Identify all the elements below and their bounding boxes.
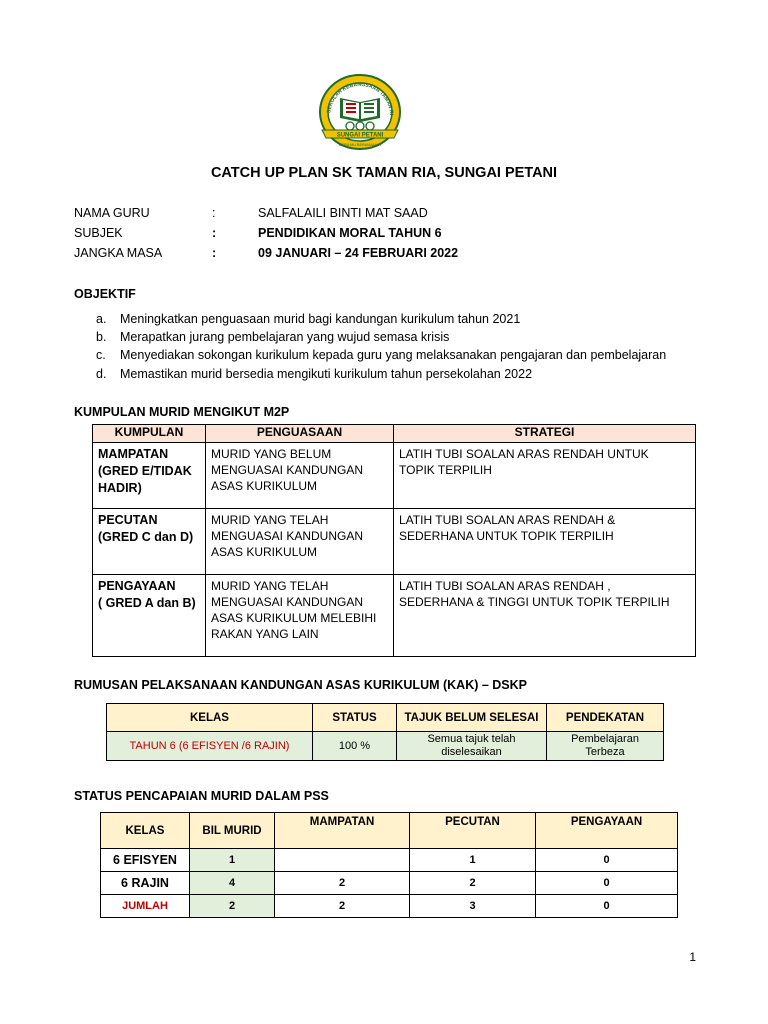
cell-line: TOPIK TERPILIH bbox=[399, 463, 492, 477]
cell-line: MURID YANG TELAH bbox=[211, 579, 329, 593]
cell-line: MENGUASAI KANDUNGAN bbox=[211, 595, 364, 609]
tajuk-cell bbox=[397, 732, 547, 761]
cell-line: PECUTAN bbox=[98, 513, 158, 527]
bil-murid-cell: 1 bbox=[190, 849, 275, 872]
table-header: BIL MURID bbox=[190, 813, 275, 849]
kumpulan-cell bbox=[93, 575, 206, 657]
table-row bbox=[93, 575, 696, 657]
cell-line: Terbeza bbox=[585, 746, 625, 758]
penguasaan-cell bbox=[206, 575, 394, 657]
logo-banner-text: SUNGAI PETANI bbox=[336, 132, 384, 139]
info-value: PENDIDIKAN MORAL TAHUN 6 bbox=[258, 226, 442, 240]
kelas-cell: TAHUN 6 (6 EFISYEN /6 RAJIN) bbox=[107, 732, 313, 761]
cell-line: (GRED E/TIDAK bbox=[98, 464, 192, 478]
cell-line: Pembelajaran bbox=[571, 733, 639, 745]
table-header: TAJUK BELUM SELESAI bbox=[397, 704, 547, 732]
info-colon: : bbox=[212, 226, 217, 240]
info-value: SALFALAILI BINTI MAT SAAD bbox=[258, 206, 428, 220]
info-colon: : bbox=[212, 206, 216, 220]
kumpulan-table bbox=[92, 424, 696, 657]
info-colon: : bbox=[212, 246, 217, 260]
table-header: PECUTAN bbox=[410, 813, 536, 849]
cell-line: diselesaikan bbox=[441, 746, 502, 758]
cell-line: LATIH TUBI SOALAN ARAS RENDAH & bbox=[399, 513, 616, 527]
penguasaan-cell bbox=[206, 509, 394, 575]
kumpulan-heading: KUMPULAN MURID MENGIKUT M2P bbox=[74, 405, 290, 419]
cell-line: SEDERHANA & TINGGI UNTUK TOPIK TERPILIH bbox=[399, 595, 670, 609]
info-label: SUBJEK bbox=[74, 226, 123, 240]
logo-arc-text: SEKOLAH KEBANGSAAN TAMAN RI bbox=[326, 81, 394, 116]
pendekatan-cell bbox=[547, 732, 664, 761]
list-item-text: Memastikan murid bersedia mengikuti kurikulum tahun persekolahan 2022 bbox=[120, 367, 533, 381]
table-header: STATUS bbox=[313, 704, 397, 732]
cell-line: ASAS KURIKULUM bbox=[211, 479, 318, 493]
table-header: PENGUASAAN bbox=[206, 425, 394, 443]
info-label: JANGKA MASA bbox=[74, 246, 163, 260]
jumlah-label-cell: JUMLAH bbox=[101, 895, 190, 918]
table-row bbox=[93, 443, 696, 509]
mampatan-cell: 2 bbox=[275, 895, 410, 918]
kumpulan-cell bbox=[93, 509, 206, 575]
pengayaan-cell: 0 bbox=[536, 895, 678, 918]
status-cell: 100 % bbox=[313, 732, 397, 761]
list-item-text: Meningkatkan penguasaan murid bagi kandungan kurikulum tahun 2021 bbox=[120, 312, 521, 326]
strategi-cell bbox=[394, 443, 696, 509]
pecutan-cell: 2 bbox=[410, 872, 536, 895]
table-header: KELAS bbox=[101, 813, 190, 849]
table-row-total bbox=[101, 895, 678, 918]
objektif-item bbox=[96, 312, 520, 326]
cell-line: RAKAN YANG LAIN bbox=[211, 627, 319, 641]
objektif-item bbox=[96, 330, 449, 344]
table-header-row bbox=[107, 704, 664, 732]
cell-line: Semua tajuk telah bbox=[427, 733, 516, 745]
table-row bbox=[101, 849, 678, 872]
pengayaan-cell: 0 bbox=[536, 849, 678, 872]
cell-line: LATIH TUBI SOALAN ARAS RENDAH UNTUK bbox=[399, 447, 649, 461]
table-header: KELAS bbox=[107, 704, 313, 732]
cell-line: ASAS KURIKULUM bbox=[211, 545, 318, 559]
bil-murid-cell: 2 bbox=[190, 895, 275, 918]
table-header: PENDEKATAN bbox=[547, 704, 664, 732]
list-item-text: Merapatkan jurang pembelajaran yang wujud semasa krisis bbox=[120, 330, 450, 344]
list-marker: a. bbox=[96, 312, 107, 326]
table-row bbox=[107, 732, 664, 761]
cell-line: MURID YANG BELUM bbox=[211, 447, 332, 461]
table-header: KUMPULAN bbox=[93, 425, 206, 443]
info-value: 09 JANUARI – 24 FEBRUARI 2022 bbox=[258, 246, 459, 260]
kelas-cell: 6 EFISYEN bbox=[101, 849, 190, 872]
mampatan-cell: 2 bbox=[275, 872, 410, 895]
mampatan-cell bbox=[275, 849, 410, 872]
table-row bbox=[93, 509, 696, 575]
list-marker: c. bbox=[96, 348, 106, 362]
list-marker: d. bbox=[96, 367, 107, 381]
penguasaan-cell bbox=[206, 443, 394, 509]
strategi-cell bbox=[394, 509, 696, 575]
cell-line: MURID YANG TELAH bbox=[211, 513, 329, 527]
cell-line: MENGUASAI KANDUNGAN bbox=[211, 463, 364, 477]
table-header: PENGAYAAN bbox=[536, 813, 678, 849]
cell-line: ( GRED A dan B) bbox=[98, 596, 196, 610]
objektif-item bbox=[96, 348, 666, 362]
cell-line: LATIH TUBI SOALAN ARAS RENDAH , bbox=[399, 579, 611, 593]
cell-line: PENGAYAAN bbox=[98, 579, 176, 593]
objektif-heading: OBJEKTIF bbox=[74, 287, 136, 301]
table-header-row bbox=[93, 425, 696, 443]
strategi-cell bbox=[394, 575, 696, 657]
cell-line: MENGUASAI KANDUNGAN bbox=[211, 529, 364, 543]
rumusan-table bbox=[106, 703, 664, 761]
cell-line: (GRED C dan D) bbox=[98, 530, 194, 544]
list-marker: b. bbox=[96, 330, 107, 344]
pengayaan-cell: 0 bbox=[536, 872, 678, 895]
school-crest-logo bbox=[316, 72, 404, 154]
cell-line: SEDERHANA UNTUK TOPIK TERPILIH bbox=[399, 529, 614, 543]
objektif-item bbox=[96, 367, 532, 381]
table-header: MAMPATAN bbox=[275, 813, 410, 849]
cell-line: ASAS KURIKULUM MELEBIHI bbox=[211, 611, 377, 625]
status-table bbox=[100, 812, 678, 918]
page-title: CATCH UP PLAN SK TAMAN RIA, SUNGAI PETANI bbox=[210, 165, 558, 181]
info-label: NAMA GURU bbox=[74, 206, 150, 220]
kumpulan-cell bbox=[93, 443, 206, 509]
table-row bbox=[101, 872, 678, 895]
list-item-text: Menyediakan sokongan kurikulum kepada guru yang melaksanakan pengajaran dan pembelajaran bbox=[120, 348, 667, 362]
table-header-row bbox=[101, 813, 678, 849]
cell-line: MAMPATAN bbox=[98, 447, 169, 461]
pecutan-cell: 3 bbox=[410, 895, 536, 918]
status-heading: STATUS PENCAPAIAN MURID DALAM PSS bbox=[74, 789, 329, 803]
bil-murid-cell: 4 bbox=[190, 872, 275, 895]
page-number: 1 bbox=[689, 950, 696, 964]
table-header: STRATEGI bbox=[394, 425, 696, 443]
kelas-cell: 6 RAJIN bbox=[101, 872, 190, 895]
rumusan-heading: RUMUSAN PELAKSANAAN KANDUNGAN ASAS KURIKULUM (KAK) – DSKP bbox=[74, 678, 528, 692]
cell-line: HADIR) bbox=[98, 481, 142, 495]
logo-motto-text: BERILMU BERAMANAH bbox=[339, 143, 381, 147]
pecutan-cell: 1 bbox=[410, 849, 536, 872]
